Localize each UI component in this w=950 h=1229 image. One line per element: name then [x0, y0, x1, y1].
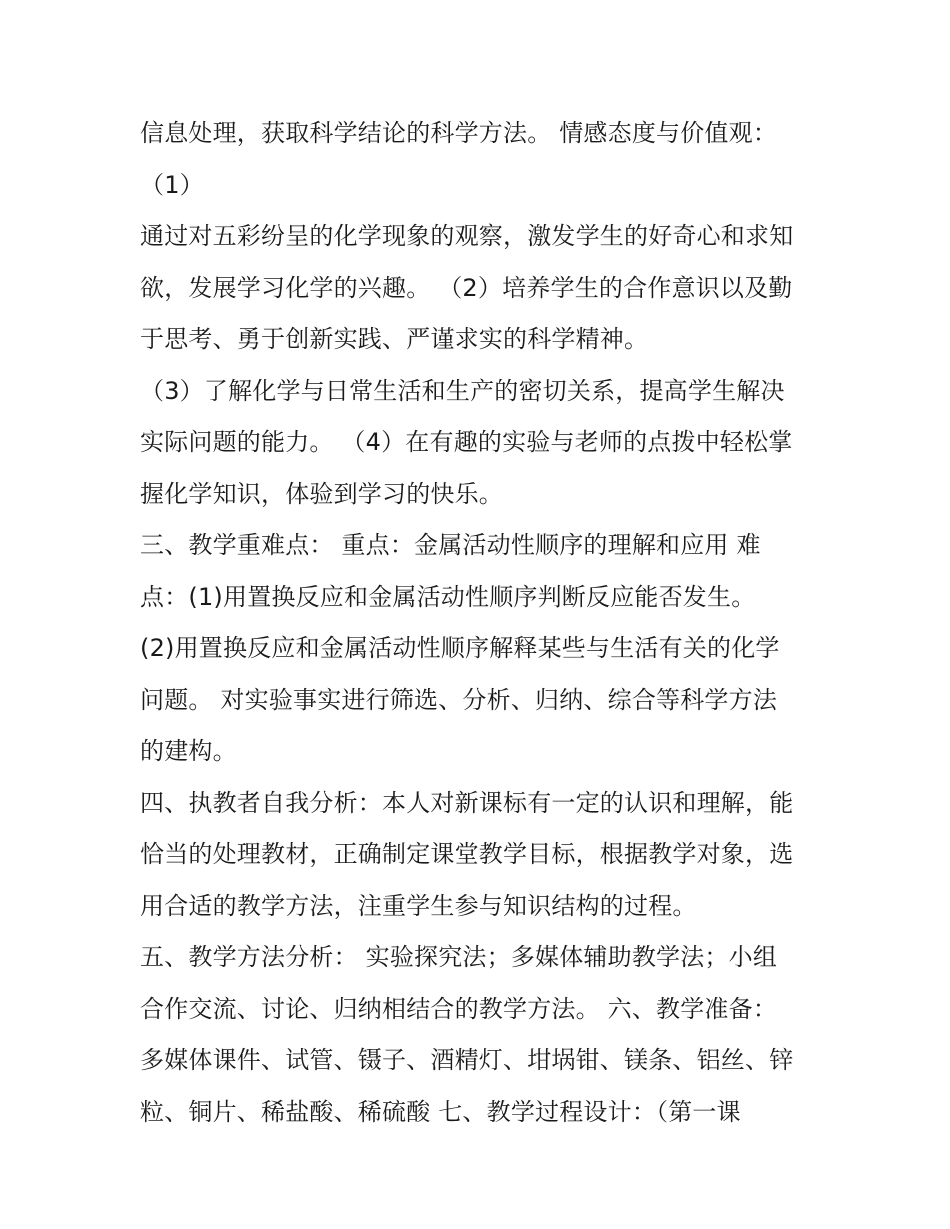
text-line: 实际问题的能力。 （4）在有趣的实验与老师的点拨中轻松掌 — [140, 428, 793, 456]
text-line: (2)用置换反应和金属活动性顺序解释某些与生活有关的化学 — [140, 634, 780, 662]
text-line: 通过对五彩纷呈的化学现象的观察，激发学生的好奇心和求知 — [140, 222, 794, 250]
body-text — [140, 108, 830, 1138]
text-line: 于思考、勇于创新实践、严谨求实的科学精神。 — [140, 325, 649, 353]
text-line: 问题。 对实验事实进行筛选、分析、归纳、综合等科学方法 — [140, 685, 778, 714]
text-line: 信息处理，获取科学结论的科学方法。 情感态度与价值观： — [140, 119, 778, 147]
text-line: 五、教学方法分析： 实验探究法；多媒体辅助教学法；小组 — [140, 943, 778, 971]
text-line: 合作交流、讨论、归纳相结合的教学方法。 六、教学准备： — [140, 994, 778, 1023]
text-line: 欲，发展学习化学的兴趣。 （2）培养学生的合作意识以及勤 — [140, 273, 793, 302]
text-line: 粒、铜片、稀盐酸、稀硫酸 七、教学过程设计：（第一课 — [140, 1097, 741, 1126]
text-line: 三、教学重难点： 重点：金属活动性顺序的理解和应用 难 — [140, 531, 761, 559]
text-line: 点：(1)用置换反应和金属活动性顺序判断反应能否发生。 — [140, 582, 756, 611]
text-line: 四、执教者自我分析：本人对新课标有一定的认识和理解，能 — [140, 788, 794, 817]
text-line: 恰当的处理教材，正确制定课堂教学目标，根据教学对象，选 — [140, 840, 794, 868]
text-line: （3）了解化学与日常生活和生产的密切关系，提高学生解决 — [140, 376, 785, 405]
text-line: 多媒体课件、试管、镊子、酒精灯、坩埚钳、镁条、铝丝、锌 — [140, 1046, 794, 1074]
text-line: 用合适的教学方法，注重学生参与知识结构的过程。 — [140, 891, 697, 920]
text-line: 握化学知识，体验到学习的快乐。 — [140, 479, 503, 508]
text-line: （1） — [140, 170, 204, 199]
text-line: 的建构。 — [140, 737, 237, 765]
